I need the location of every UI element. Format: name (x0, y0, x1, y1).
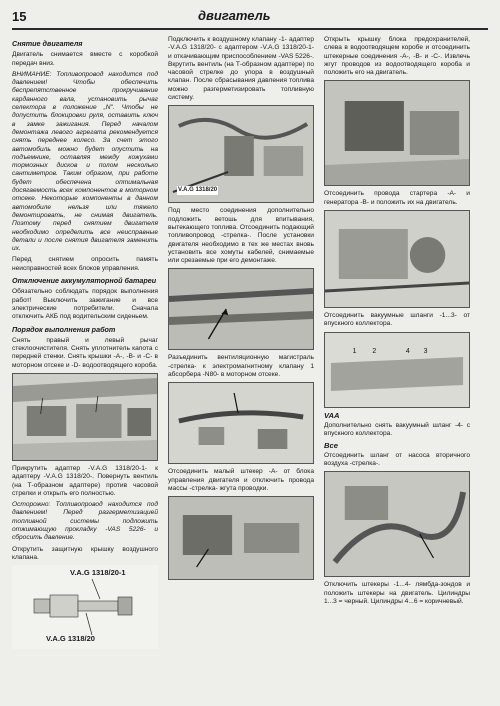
column-1 (12, 36, 158, 653)
starter-wiring-photo (324, 210, 470, 308)
paragraph: Обязательно соблюдать порядок выполнения работ! Выключить зажигание и все электрические потребители. Сначала отключить АКБ под водительским сиденьем. (12, 288, 158, 321)
ecu-connector-photo (168, 496, 314, 580)
header-rule (12, 28, 488, 30)
adapter-label-bottom: V.A.G 1318/20 (46, 634, 95, 644)
heading-vaa: VAA (324, 410, 340, 420)
heading-engine-removal: Снятие двигателя (12, 39, 83, 48)
paragraph: Двигатель снимается вместе с коробкой передач вниз. (12, 51, 158, 67)
svg-text:1: 1 (352, 347, 357, 355)
paragraph: Подключить к воздушному клапану -1- адаптер -V.A.G 1318/20- с адаптером -V.A.G 1318/20-1- и откачивающим приспособлением -VAS 5226-. Вкрутить вентиль (на Т-образном адаптере) по часовой стрелке до упора в воздушный клапан. После сбрасывания давления топлива можно разгерметизировать топливную систему. (168, 36, 314, 102)
paragraph: Перед снятием опросить память неисправностей всех блоков управления. (12, 256, 158, 272)
fuel-valve-photo (168, 105, 314, 203)
paragraph: Отсоединить шланг от насоса вторичного воздуха -стрелка-. (324, 451, 470, 468)
vent-line-photo (168, 382, 314, 464)
paragraph: Разъединить вентиляционную магистраль -стрелка- к электромагнитному клапану 1 абсорбера -N80- в моторном отсеке. (168, 354, 314, 379)
air-pump-hose-photo (324, 471, 470, 577)
paragraph: Под место соединения дополнительно подложить ветошь для впитывания, вытекающего топлива. Отсоединить подающий топливопровод -стрелка-. После установки двигателя необходимо в тех же местах вновь установить все хомуты кабелей, снимаемые или срезаемые при его демонтаже. (168, 207, 314, 265)
svg-text:3: 3 (423, 347, 428, 355)
svg-text:4: 4 (405, 347, 410, 355)
paragraph: Отключить штекеры -1...4- лямбда-зондов и положить штекеры на двигатель. Цилиндры 1...3 = черный. Цилиндры 4...6 = коричневый. (324, 581, 470, 606)
fuel-line-photo (168, 268, 314, 350)
heading-battery: Отключение аккумуляторной батареи (12, 276, 157, 286)
adapter-label-top: V.A.G 1318/20-1 (70, 568, 126, 578)
paragraph: Дополнительно снять вакуумный шланг -4- с впускного коллектора. (324, 421, 470, 438)
intake-manifold-photo (324, 332, 470, 408)
paragraph: Снять правый и левый рычаг стеклоочистителя. Снять уплотнитель капота с передней стенки. Снять крышки -А-, -В- и -С- в моторном отсеке и -D- водоотводящего короба. (12, 336, 158, 369)
column-3 (324, 36, 470, 609)
engine-bay-photo (12, 373, 158, 461)
warning-text: Осторожно: Топливопровод находится под давлением! Перед разгерметизацией топливной системы подложить отжимающую прокладку -VAS 5226- и сбросить давление. (12, 501, 158, 542)
page-title: двигатель (198, 8, 271, 23)
svg-text:2: 2 (372, 347, 377, 355)
paragraph: Прикрутить адаптер -V.A.G 1318/20-1- к адаптеру -V.A.G 1318/20-. Повернуть вентиль (на Т-образном адаптере) против часовой стрелки и открыть его полностью. (12, 464, 158, 497)
paragraph: Отсоединить малый штекер -А- от блока управления двигателя и отключить провода массы -стрелка- жгута проводки. (168, 468, 314, 492)
fuse-box-photo (324, 80, 470, 186)
paragraph: Открутить защитную крышку воздушного клапана. (12, 545, 158, 561)
adapter-diagram (12, 565, 158, 649)
page-number: 15 (12, 9, 27, 24)
warning-text: ВНИМАНИЕ: Топливопровод находится под давлением! Чтобы обеспечить беспрепятственное прокручивание карданного вала, установить рычаг селектора в положение „N". Чтобы не допустить блокировки руля, оставить ключ в замке зажигания. Перед началом демонтажа левого агрегата рекомендуется снять переднее колесо. За счет этого автомобиль можно будет опустить на подъемнике, оставляя между кожухами тормозных дисков и полом несколько сантиметров. Таким образом, при работе будет обеспечена оптимальная досягаемость всех компонентов в моторном отсеке. Некоторые компоненты в данном автомобиле нельзя или тяжело демонтировать, не снимая двигатель. Поэтому перед снятием двигателя необходимо определить все неисправные детали и после снятия двигателя заменить их. (12, 70, 158, 253)
paragraph: Отсоединить провода стартера -А- и генератора -В- и положить их на двигатель. (324, 190, 470, 206)
valve-label: V.A.G 1318/20 (178, 187, 218, 194)
paragraph: Отсоединить вакуумные шланги -1...3- от впускного коллектора. (324, 312, 470, 328)
page-header (12, 5, 488, 31)
column-2 (168, 36, 314, 584)
heading-procedure: Порядок выполнения работ (12, 324, 116, 334)
paragraph: Открыть крышку блока предохранителей, слева в водоотводящем коробе и отсоединить штекерные соединения -А-, -В- и -С-. Извлечь жгут проводов из водоотводящего короба и положить его на двигатель. (324, 36, 470, 77)
heading-all: Все (324, 440, 338, 450)
